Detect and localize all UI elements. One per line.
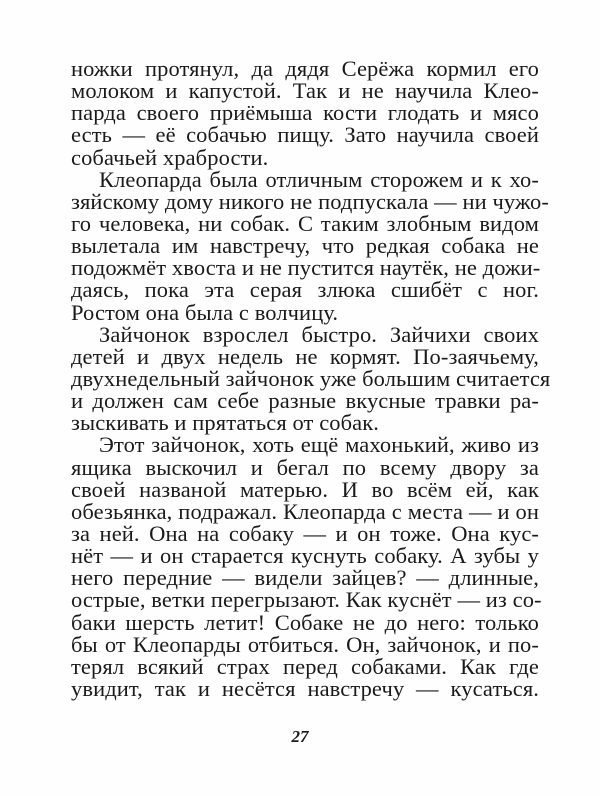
text-line: зяйскому дому никого не подпускала — ни чужо- xyxy=(71,188,549,214)
text-line: и должен сам себе разные вкусные травки ра- xyxy=(71,388,539,414)
text-line: двухнедельный зайчонок уже большим считается xyxy=(71,365,551,391)
text-line: детей и двух недель не кормят. По-заячьему, xyxy=(71,343,539,369)
text-line: есть — её собачью пищу. Зато научила своей xyxy=(71,122,539,148)
text-line: за ней. Она на собаку — и он тоже. Она кус- xyxy=(71,520,539,546)
text-line: собачьей храбрости. xyxy=(71,144,269,170)
text-line: своей названой матерью. И во всём ей, как xyxy=(71,476,539,502)
text-line: ножки протянул, да дядя Серёжа кормил его xyxy=(71,56,539,81)
text-line: него передние — видели зайцев? — длинные, xyxy=(71,565,539,591)
text-line: Клеопарда была отличным сторожем и к хо- xyxy=(99,166,539,192)
text-line: бы от Клеопарды отбиться. Он, зайчонок, и по- xyxy=(71,631,539,657)
text-line: терял всякий страх перед собаками. Как где xyxy=(71,653,539,679)
text-line: Зайчонок взрослел быстро. Зайчихи своих xyxy=(99,321,539,347)
text-line: молоком и капустой. Так и не научила Клео- xyxy=(71,78,539,104)
text-line: вылетала им навстречу, что редкая собака не xyxy=(71,233,539,259)
text-line: обезьянка, подражал. Клеопарда с места — и он xyxy=(71,498,539,524)
text-line: даясь, пока эта серая злюка сшибёт с ног. xyxy=(71,277,539,303)
text-line: зыскивать и прятаться от собак. xyxy=(71,410,380,436)
text-line: го человека, ни собак. С таким злобным видом xyxy=(71,210,539,236)
text-line: Этот зайчонок, хоть ещё махонький, живо из xyxy=(99,432,539,458)
text-line: подожмёт хвоста и не пустится наутёк, не дожи- xyxy=(71,255,541,281)
text-line: острые, ветки перегрызают. Как куснёт — из со- xyxy=(71,587,542,613)
body-text xyxy=(71,56,551,701)
text-line: баки шерсть летит! Собаке не до него: только xyxy=(71,609,539,635)
text-line: ящика выскочил и бегал по всему двору за xyxy=(71,454,539,480)
text-line: Ростом она была с волчицу. xyxy=(71,299,339,325)
text-line: увидит, так и несётся навстречу — кусаться. xyxy=(71,675,539,701)
page-number: 27 xyxy=(291,727,309,746)
text-line: парда своего приёмыша кости глодать и мясо xyxy=(71,100,539,126)
text-line: нёт — и он старается куснуть собаку. А зубы у xyxy=(71,543,539,569)
